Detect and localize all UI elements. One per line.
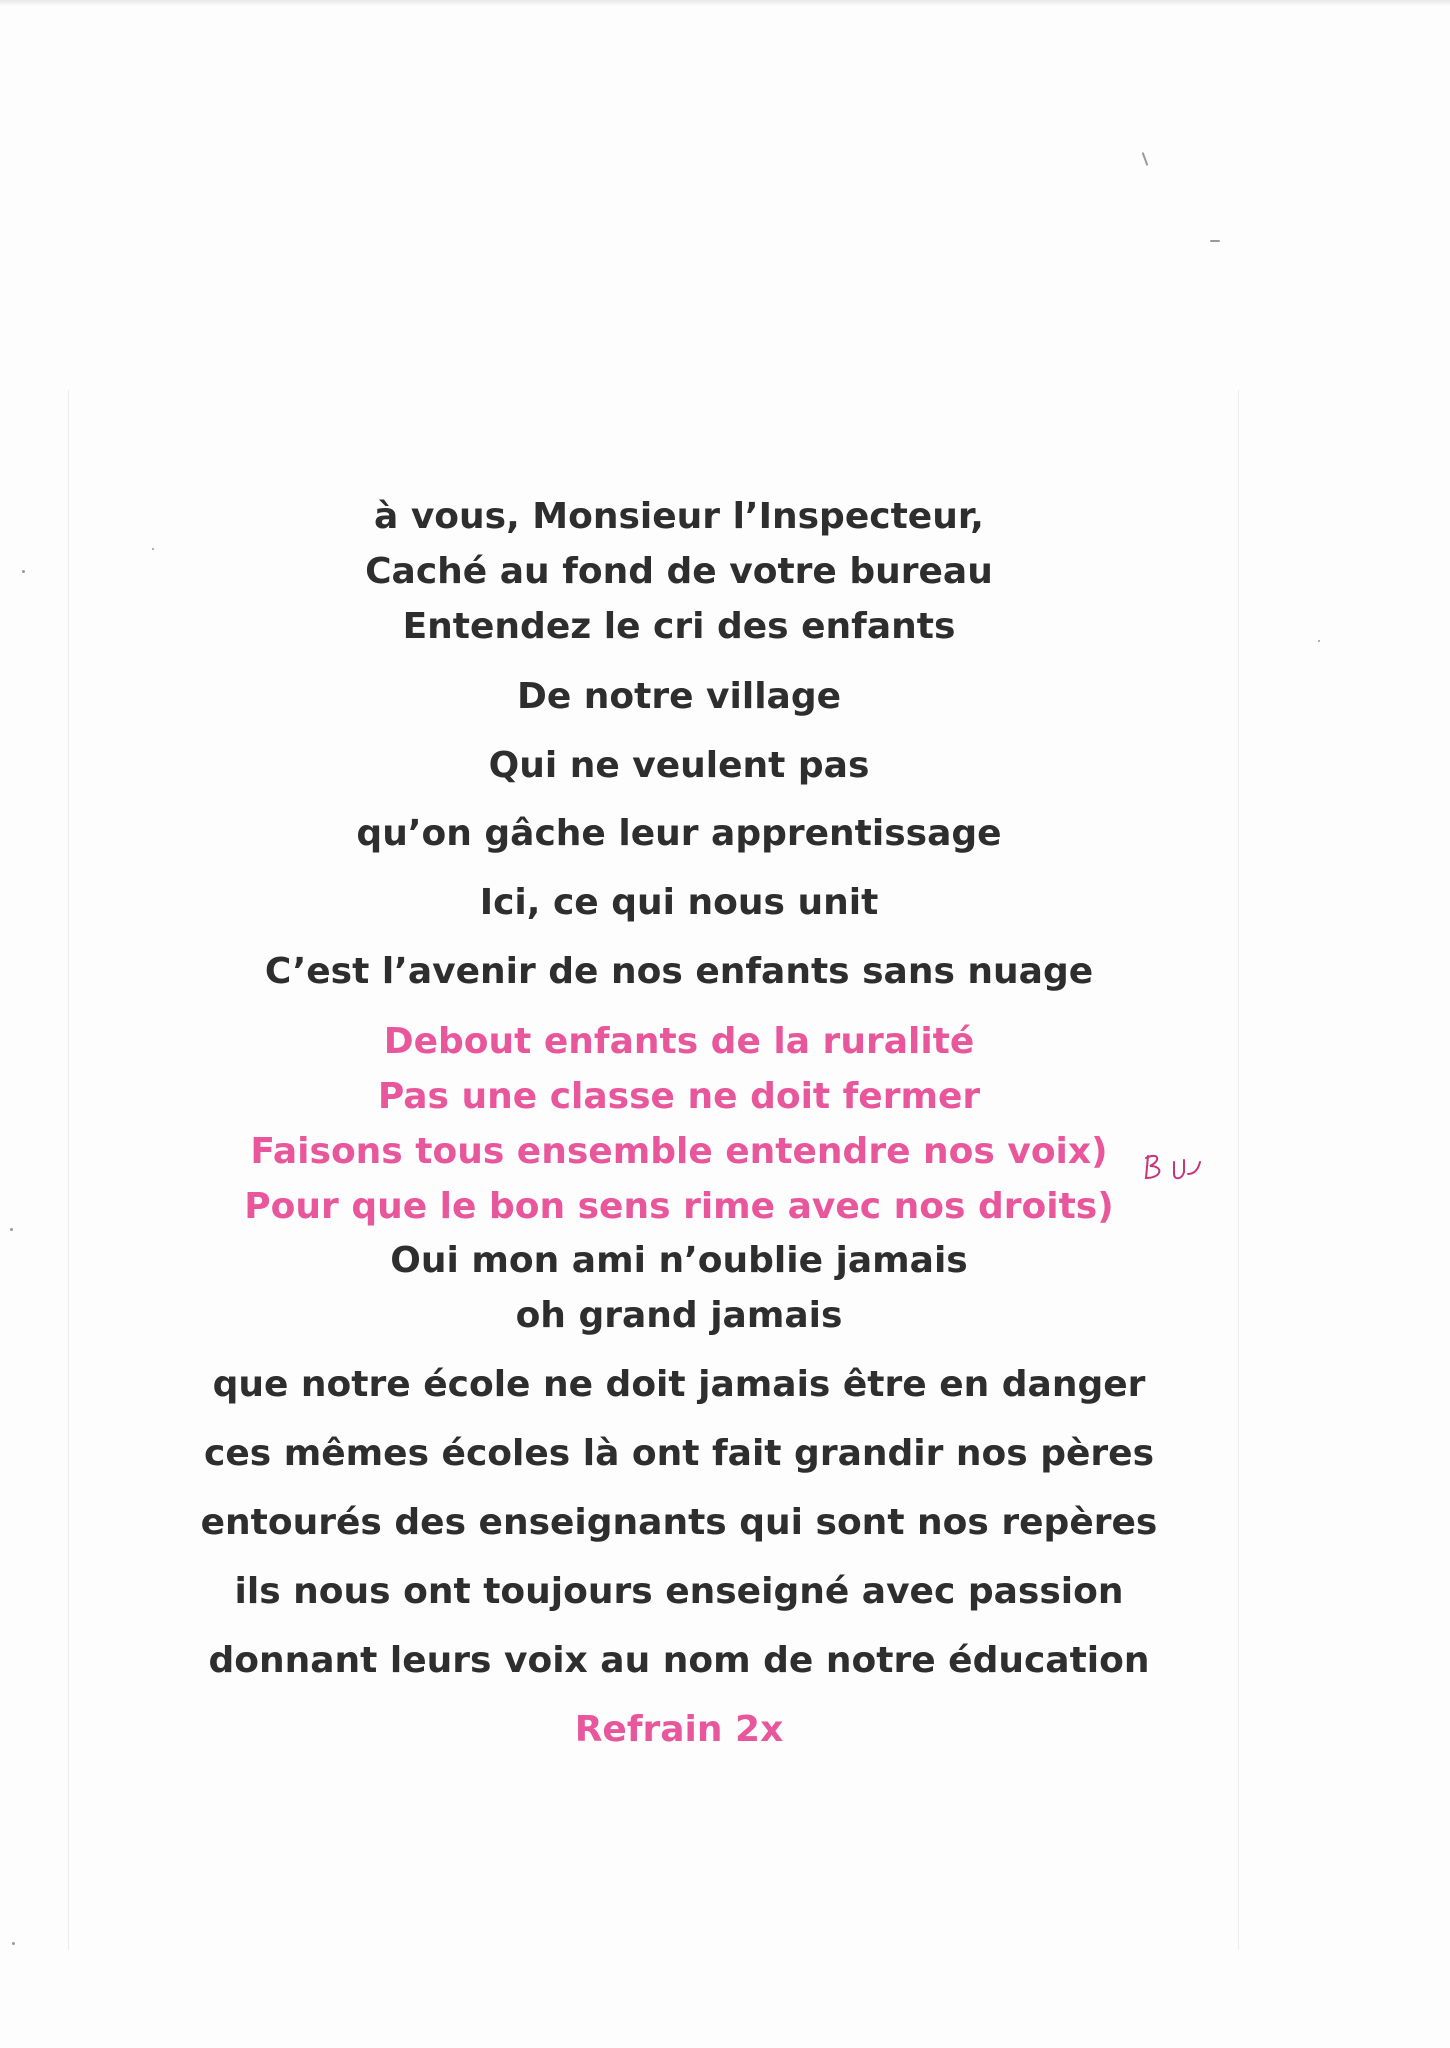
verse1-line-2: Caché au fond de votre bureau [365, 551, 993, 592]
verse2-line-1: Oui mon ami n’oublie jamais [390, 1240, 968, 1281]
scan-top-edge [0, 0, 1450, 6]
verse1-line-3: Entendez le cri des enfants [402, 606, 956, 647]
scan-speck [1142, 152, 1149, 166]
scan-speck [22, 570, 25, 573]
refrain-line-1: Debout enfants de la ruralité [383, 1021, 975, 1062]
verse2-line-7: donnant leurs voix au nom de notre éducation [208, 1640, 1150, 1681]
refrain-line-4: Pour que le bon sens rime avec nos droits) [244, 1186, 1114, 1227]
scan-speck [10, 1228, 13, 1231]
refrain-repeat-label: Refrain 2x [574, 1709, 784, 1750]
refrain-line-2: Pas une classe ne doit fermer [377, 1076, 981, 1117]
verse2-line-4: ces mêmes écoles là ont fait grandir nos pères [204, 1433, 1154, 1474]
verse1-line-1: à vous, Monsieur l’Inspecteur, [374, 496, 984, 537]
verse2-line-2: oh grand jamais [515, 1295, 843, 1336]
verse1-line-8: C’est l’avenir de nos enfants sans nuage [264, 951, 1094, 992]
scan-speck [152, 548, 154, 550]
verse1-line-6: qu’on gâche leur apprentissage [356, 813, 1002, 854]
verse2-line-3: que notre école ne doit jamais être en danger [212, 1364, 1146, 1405]
verse1-line-7: Ici, ce qui nous unit [479, 882, 879, 923]
scan-speck [12, 1942, 15, 1945]
verse2-line-5: entourés des enseignants qui sont nos repères [200, 1502, 1158, 1543]
scan-speck [1318, 640, 1320, 642]
verse1-line-5: Qui ne veulent pas [488, 745, 870, 786]
handwritten-bis-annotation [1138, 1148, 1208, 1198]
refrain-line-3: Faisons tous ensemble entendre nos voix) [250, 1131, 1108, 1172]
verse2-line-6: ils nous ont toujours enseigné avec passion [234, 1571, 1124, 1612]
verse1-line-4: De notre village [516, 676, 842, 717]
scan-speck [1210, 240, 1220, 242]
